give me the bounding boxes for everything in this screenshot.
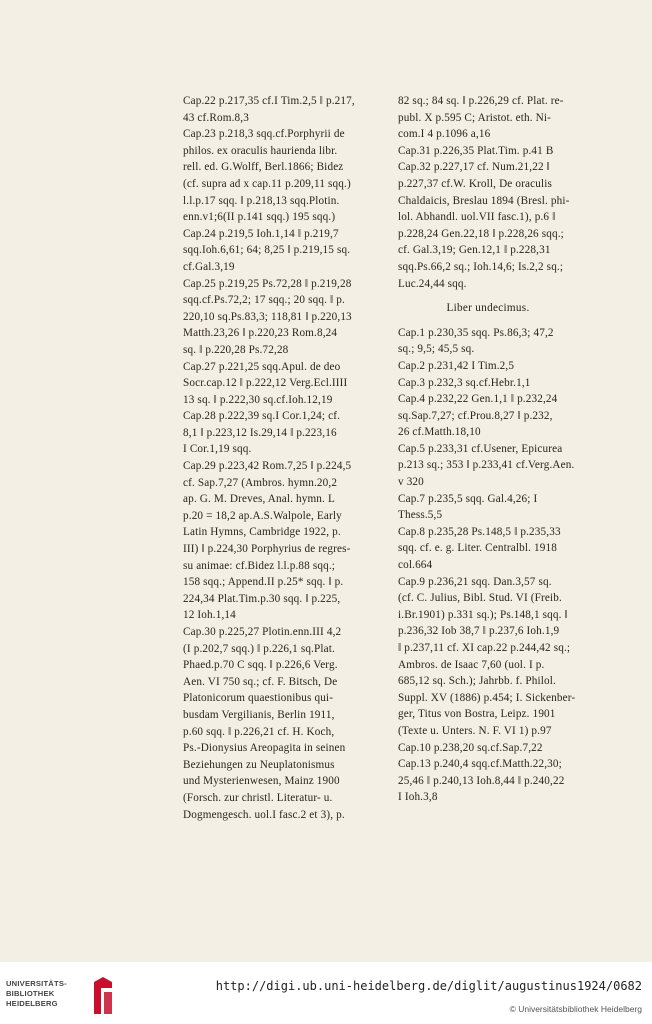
reference-entry <box>398 375 578 392</box>
reference-line: cf. Gal.3,19; Gen.12,1 ‖ p.228,31 <box>398 244 551 257</box>
reference-line: 12 Ioh.1,14 <box>183 609 236 622</box>
reference-line: Phaed.p.70 C sqq. ‖ p.226,6 Verg. <box>183 659 338 672</box>
reference-entry <box>398 441 578 491</box>
reference-line: Cap.32 p.227,17 cf. Num.21,22 ‖ <box>398 161 550 174</box>
reference-entry <box>398 491 578 524</box>
reference-line: Latin Hymns, Cambridge 1922, p. <box>183 526 341 539</box>
reference-line: 220,10 sq.Ps.83,3; 118,81 ‖ p.220,13 <box>183 310 352 323</box>
reference-line: Cap.30 p.225,27 Plotin.enn.III 4,2 <box>183 626 342 638</box>
reference-line: Cap.24 p.219,5 Ioh.1,14 ‖ p.219,7 <box>183 227 339 240</box>
section-heading: Liber undecimus. <box>446 302 530 315</box>
reference-line: Aen. VI 750 sq.; cf. F. Bitsch, De <box>183 675 338 688</box>
reference-entry <box>398 740 578 757</box>
reference-line: cf. Sap.7,27 (Ambros. hymn.20,2 <box>183 476 338 489</box>
reference-line: i.Br.1901) p.331 sq.); Ps.148,1 sqq. ‖ <box>398 608 568 621</box>
reference-line: sq.; 9,5; 45,5 sq. <box>398 343 475 356</box>
reference-line: su animae: cf.Bidez l.l.p.88 sqq.; <box>183 559 336 572</box>
reference-line: Cap.2 p.231,42 I Tim.2,5 <box>398 359 515 372</box>
reference-line: (cf. supra ad x cap.11 p.209,11 sqq.) <box>183 177 351 190</box>
reference-line: ger, Titus von Bostra, Leipz. 1901 <box>398 708 556 721</box>
reference-line: Cap.27 p.221,25 sqq.Apul. de deo <box>183 360 341 373</box>
reference-line: I Cor.1,19 sqq. <box>183 443 252 456</box>
reference-line: Cap.22 p.217,35 cf.I Tim.2,5 ‖ p.217, <box>183 95 355 107</box>
reference-line: 685,12 sq. Sch.); Jahrbb. f. Philol. <box>398 675 556 688</box>
reference-line: sqq.Ps.66,2 sq.; Ioh.14,6; Is.2,2 sq.; <box>398 260 564 273</box>
reference-entry <box>398 93 578 143</box>
reference-line: rell. ed. G.Wolff, Berl.1866; Bidez <box>183 161 344 174</box>
reference-entry <box>183 276 373 359</box>
library-emblem-icon <box>92 976 114 1016</box>
reference-line: p.227,37 cf.W. Kroll, De oraculis <box>398 177 552 190</box>
reference-line: Suppl. XV (1886) p.454; I. Sickenber- <box>398 691 576 704</box>
right-column-bottom <box>398 325 578 806</box>
library-logo[interactable] <box>6 976 136 1020</box>
reference-entry <box>398 358 578 375</box>
reference-line: cf.Gal.3,19 <box>183 260 235 273</box>
reference-line: III) ‖ p.224,30 Porphyrius de regres- <box>183 543 351 556</box>
reference-line: Matth.23,26 ‖ p.220,23 Rom.8,24 <box>183 327 338 340</box>
reference-entry <box>183 458 373 624</box>
reference-line: 224,34 Plat.Tim.p.30 sqq. ‖ p.225, <box>183 592 341 605</box>
reference-line: (Texte u. Unters. N. F. VI 1) p.97 <box>398 724 552 737</box>
copyright-notice: © Universitätsbibliothek Heidelberg <box>509 1004 642 1014</box>
reference-line: com.I 4 p.1096 a,16 <box>398 128 491 141</box>
reference-line: col.664 <box>398 559 433 572</box>
reference-entry <box>183 359 373 409</box>
reference-entry <box>398 391 578 441</box>
reference-line: p.20 = 18,2 ap.A.S.Walpole, Early <box>183 509 342 522</box>
reference-line: Dogmengesch. uol.I fasc.2 et 3), p. <box>183 808 345 821</box>
reference-line: sqq.Ioh.6,61; 64; 8,25 ‖ p.219,15 sq. <box>183 244 351 257</box>
right-column-top <box>398 93 578 292</box>
reference-line: (cf. C. Julius, Bibl. Stud. VI (Freib. <box>398 592 562 605</box>
reference-line: ‖ p.237,11 cf. XI cap.22 p.244,42 sq.; <box>398 642 571 654</box>
reference-entry <box>398 524 578 574</box>
reference-line: 8,1 ‖ p.223,12 Is.29,14 ‖ p.223,16 <box>183 426 337 439</box>
reference-line: Beziehungen zu Neuplatonismus <box>183 758 335 771</box>
reference-entry <box>183 93 373 126</box>
reference-line: Chaldaicis, Breslau 1894 (Bresl. phi- <box>398 194 570 207</box>
reference-entry <box>398 574 578 740</box>
reference-line: 158 sqq.; Append.II p.25* sqq. ‖ p. <box>183 576 344 589</box>
reference-line: und Mysterienwesen, Mainz 1900 <box>183 775 340 788</box>
reference-line: Thess.5,5 <box>398 509 443 522</box>
reference-line: lol. Abhandl. uol.VII fasc.1), p.6 ‖ <box>398 211 556 224</box>
reference-line: Cap.10 p.238,20 sq.cf.Sap.7,22 <box>398 741 543 754</box>
reference-line: sq.Sap.7,27; cf.Prou.8,27 ‖ p.232, <box>398 409 553 422</box>
reference-entry <box>398 143 578 160</box>
reference-line: Luc.24,44 sqq. <box>398 277 467 290</box>
logo-text <box>6 979 90 1009</box>
reference-line: Cap.7 p.235,5 sqq. Gal.4,26; I <box>398 492 538 505</box>
reference-entry <box>398 325 578 358</box>
reference-line: philos. ex oraculis haurienda libr. <box>183 144 338 157</box>
reference-line: Cap.1 p.230,35 sqq. Ps.86,3; 47,2 <box>398 326 554 339</box>
reference-line: p.228,24 Gen.22,18 ‖ p.228,26 sqq.; <box>398 227 564 240</box>
reference-line: Socr.cap.12 ‖ p.222,12 Verg.Ecl.IIII <box>183 377 348 390</box>
reference-line: 25,46 ‖ p.240,13 Ioh.8,44 ‖ p.240,22 <box>398 774 565 787</box>
logo-line: HEIDELBERG <box>6 999 58 1008</box>
reference-entry <box>398 159 578 292</box>
reference-entry <box>183 226 373 276</box>
reference-line: Platonicorum quaestionibus qui- <box>183 692 334 705</box>
reference-line: Cap.8 p.235,28 Ps.148,5 ‖ p.235,33 <box>398 525 561 538</box>
reference-line: I Ioh.3,8 <box>398 791 438 804</box>
reference-line: enn.v1;6(II p.141 sqq.) 195 sqq.) <box>183 211 336 224</box>
reference-line: p.236,32 Iob 38,7 ‖ p.237,6 Ioh.1,9 <box>398 625 560 638</box>
reference-line: 82 sq.; 84 sq. ‖ p.226,29 cf. Plat. re- <box>398 95 564 107</box>
logo-line: BIBLIOTHEK <box>6 989 55 998</box>
reference-line: Cap.29 p.223,42 Rom.7,25 ‖ p.224,5 <box>183 460 352 473</box>
reference-line: Cap.23 p.218,3 sqq.cf.Porphyrii de <box>183 128 345 141</box>
permalink-url[interactable]: http://digi.ub.uni-heidelberg.de/diglit/augustinus1924/0682 <box>215 979 642 993</box>
reference-line: (I p.202,7 sqq.) ‖ p.226,1 sq.Plat. <box>183 642 335 655</box>
reference-line: busdam Vergilianis, Berlin 1911, <box>183 708 335 721</box>
reference-line: ap. G. M. Dreves, Anal. hymn. L <box>183 493 335 506</box>
right-column <box>398 93 578 806</box>
reference-line: v 320 <box>398 476 424 489</box>
reference-line: Cap.31 p.226,35 Plat.Tim. p.41 B <box>398 144 554 157</box>
reference-line: Cap.3 p.232,3 sq.cf.Hebr.1,1 <box>398 376 531 389</box>
reference-entry <box>183 624 373 823</box>
reference-line: sqq.cf.Ps.72,2; 17 sqq.; 20 sqq. ‖ p. <box>183 294 345 307</box>
reference-line: sq. ‖ p.220,28 Ps.72,28 <box>183 343 289 356</box>
reference-line: 13 sq. ‖ p.222,30 sq.cf.Ioh.12,19 <box>183 393 333 406</box>
reference-entry <box>398 756 578 806</box>
left-column <box>183 93 373 823</box>
reference-line: publ. X p.595 C; Aristot. eth. Ni- <box>398 111 552 124</box>
reference-line: Cap.28 p.222,39 sq.I Cor.1,24; cf. <box>183 410 341 423</box>
reference-line: (Forsch. zur christl. Literatur- u. <box>183 791 333 804</box>
reference-line: Cap.5 p.233,31 cf.Usener, Epicurea <box>398 442 563 455</box>
reference-line: Cap.13 p.240,4 sqq.cf.Matth.22,30; <box>398 758 562 771</box>
logo-line: UNIVERSITÄTS- <box>6 979 67 988</box>
reference-line: Cap.4 p.232,22 Gen.1,1 ‖ p.232,24 <box>398 393 558 406</box>
reference-entry <box>183 408 373 458</box>
reference-line: 43 cf.Rom.8,3 <box>183 111 249 124</box>
reference-line: Ambros. de Isaac 7,60 (uol. I p. <box>398 658 545 671</box>
reference-line: p.60 sqq. ‖ p.226,21 cf. H. Koch, <box>183 725 335 738</box>
reference-line: sqq. cf. e. g. Liter. Centralbl. 1918 <box>398 542 558 555</box>
reference-line: 26 cf.Matth.18,10 <box>398 426 481 439</box>
reference-line: Cap.9 p.236,21 sqq. Dan.3,57 sq. <box>398 575 552 588</box>
reference-line: p.213 sq.; 353 ‖ p.233,41 cf.Verg.Aen. <box>398 459 575 472</box>
reference-line: l.l.p.17 sqq. ‖ p.218,13 sqq.Plotin. <box>183 194 340 207</box>
reference-entry <box>183 126 373 226</box>
reference-line: Ps.-Dionysius Areopagita in seinen <box>183 742 346 755</box>
reference-line: Cap.25 p.219,25 Ps.72,28 ‖ p.219,28 <box>183 277 352 290</box>
